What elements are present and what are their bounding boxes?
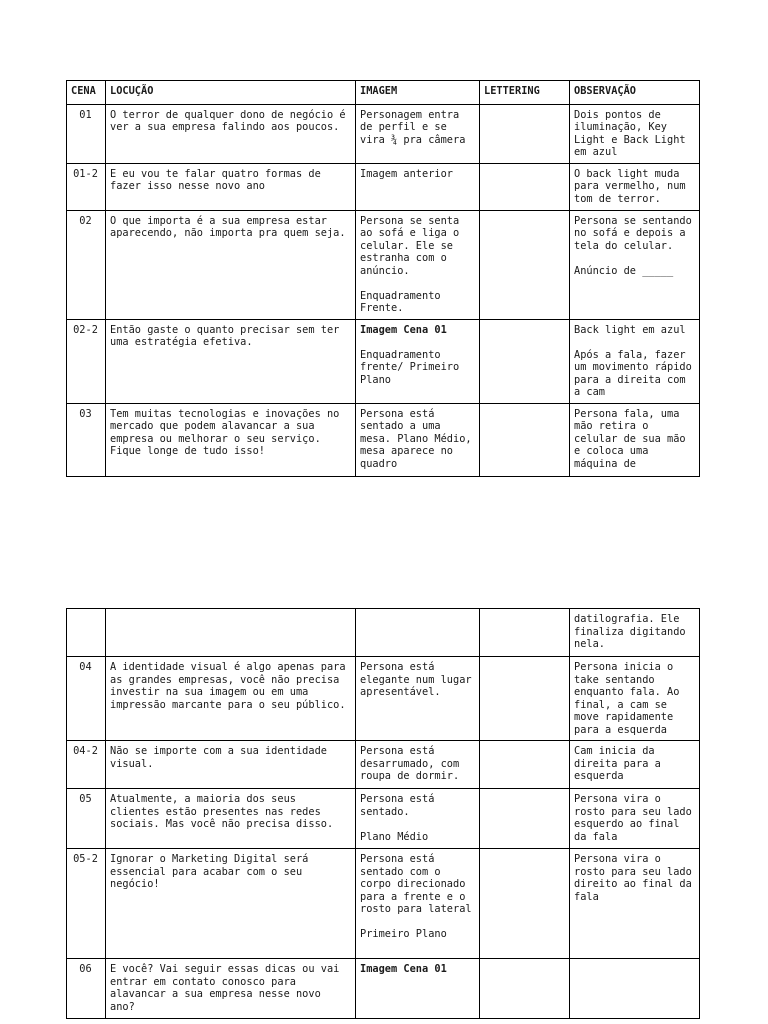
cell-lettering (480, 319, 570, 403)
cell-observacao: Persona inicia o take sentando enquanto fala. Ao final, a cam se move rapidamente para a esquerda (570, 657, 700, 741)
imagem-text: Imagem anterior (360, 167, 453, 180)
cell-cena: 01-2 (67, 163, 106, 210)
cell-locucao: Ignorar o Marketing Digital será essencial para acabar com o seu negócio! (106, 849, 356, 959)
cell-lettering (480, 104, 570, 163)
cell-lettering (480, 210, 570, 319)
cell-observacao: Persona fala, uma mão retira o celular de sua mão e coloca uma máquina de (570, 403, 700, 476)
header-cena: CENA (67, 81, 106, 105)
table-row (67, 741, 700, 789)
cell-imagem (356, 210, 480, 319)
cell-lettering (480, 789, 570, 849)
table-row (67, 210, 700, 319)
imagem-text: Enquadramento frente/ Primeiro Plano (360, 348, 460, 386)
imagem-text: Personagem entra de perfil e se vira ¾ pra câmera (360, 108, 466, 146)
cell-imagem (356, 959, 480, 1019)
cell-locucao: E eu vou te falar quatro formas de fazer isso nesse novo ano (106, 163, 356, 210)
cell-observacao: O back light muda para vermelho, num tom de terror. (570, 163, 700, 210)
cell-imagem (356, 849, 480, 959)
cell-observacao: Dois pontos de iluminação, Key Light e Back Light em azul (570, 104, 700, 163)
cell-cena: 04-2 (67, 741, 106, 789)
header-observacao: OBSERVAÇÃO (570, 81, 700, 105)
cell-cena: 04 (67, 657, 106, 741)
cell-observacao: Persona vira o rosto para seu lado esquerdo ao final da fala (570, 789, 700, 849)
cell-cena: 02-2 (67, 319, 106, 403)
table-row (67, 959, 700, 1019)
cell-lettering (480, 403, 570, 476)
table-row (67, 609, 700, 657)
cell-lettering (480, 163, 570, 210)
cell-observacao: Back light em azul Após a fala, fazer um movimento rápido para a direita com a cam (570, 319, 700, 403)
cell-locucao (106, 609, 356, 657)
cell-cena: 01 (67, 104, 106, 163)
cell-locucao: O que importa é a sua empresa estar aparecendo, não importa pra quem seja. (106, 210, 356, 319)
cell-locucao: Então gaste o quanto precisar sem ter uma estratégia efetiva. (106, 319, 356, 403)
table-row (67, 657, 700, 741)
cell-locucao: A identidade visual é algo apenas para as grandes empresas, você não precisa investir na sua imagem ou em uma impressão marcante para o seu público. (106, 657, 356, 741)
table-row (67, 849, 700, 959)
cell-imagem (356, 789, 480, 849)
imagem-bold-text: Imagem Cena 01 (360, 963, 447, 975)
cell-cena: 06 (67, 959, 106, 1019)
cell-lettering (480, 657, 570, 741)
table-row (67, 403, 700, 476)
imagem-text: Persona se senta ao sofá e liga o celular. Ele se estranha com o anúncio. Enquadramento Frente. (360, 214, 460, 314)
cell-lettering (480, 609, 570, 657)
imagem-text: Persona está sentado a uma mesa. Plano Médio, mesa aparece no quadro (360, 407, 478, 470)
cell-imagem (356, 104, 480, 163)
imagem-text: Persona está desarrumado, com roupa de dormir. (360, 745, 466, 782)
table-row (67, 163, 700, 210)
table-row (67, 104, 700, 163)
cell-lettering (480, 959, 570, 1019)
imagem-bold-text: Imagem Cena 01 (360, 323, 447, 336)
cell-locucao: Não se importe com a sua identidade visual. (106, 741, 356, 789)
cell-locucao: Tem muitas tecnologias e inovações no mercado que podem alavancar a sua empresa ou melhorar o seu serviço. Fique longe de tudo isso! (106, 403, 356, 476)
cell-cena: 05-2 (67, 849, 106, 959)
cell-locucao: E você? Vai seguir essas dicas ou vai entrar em contato conosco para alavancar a sua empresa nesse novo ano? (106, 959, 356, 1019)
cell-locucao: O terror de qualquer dono de negócio é ver a sua empresa falindo aos poucos. (106, 104, 356, 163)
table-header-row (67, 81, 700, 105)
cell-imagem (356, 403, 480, 476)
cell-locucao: Atualmente, a maioria dos seus clientes estão presentes nas redes sociais. Mas você não precisa disso. (106, 789, 356, 849)
cell-cena: 02 (67, 210, 106, 319)
header-lettering: LETTERING (480, 81, 570, 105)
cell-observacao (570, 959, 700, 1019)
cell-imagem (356, 319, 480, 403)
table-row (67, 789, 700, 849)
imagem-text: Persona está elegante num lugar apresentável. (360, 661, 478, 698)
table-row (67, 319, 700, 403)
cell-lettering (480, 741, 570, 789)
cell-observacao: Cam inicia da direita para a esquerda (570, 741, 700, 789)
cell-observacao: Persona vira o rosto para seu lado direito ao final da fala (570, 849, 700, 959)
cell-imagem (356, 741, 480, 789)
cell-imagem (356, 609, 480, 657)
cell-observacao: datilografia. Ele finaliza digitando nela. (570, 609, 700, 657)
cell-lettering (480, 849, 570, 959)
header-locucao: LOCUÇÃO (106, 81, 356, 105)
cell-observacao: Persona se sentando no sofá e depois a tela do celular. Anúncio de _____ (570, 210, 700, 319)
cell-cena (67, 609, 106, 657)
script-table-part-2 (66, 608, 700, 1019)
imagem-text: Persona está sentado com o corpo direcionado para a frente e o rosto para lateral Primeiro Plano (360, 853, 472, 940)
header-imagem: IMAGEM (356, 81, 480, 105)
cell-imagem (356, 657, 480, 741)
cell-imagem (356, 163, 480, 210)
cell-cena: 03 (67, 403, 106, 476)
imagem-text: Persona está sentado. Plano Médio (360, 793, 435, 843)
cell-cena: 05 (67, 789, 106, 849)
script-table-part-1 (66, 80, 700, 477)
